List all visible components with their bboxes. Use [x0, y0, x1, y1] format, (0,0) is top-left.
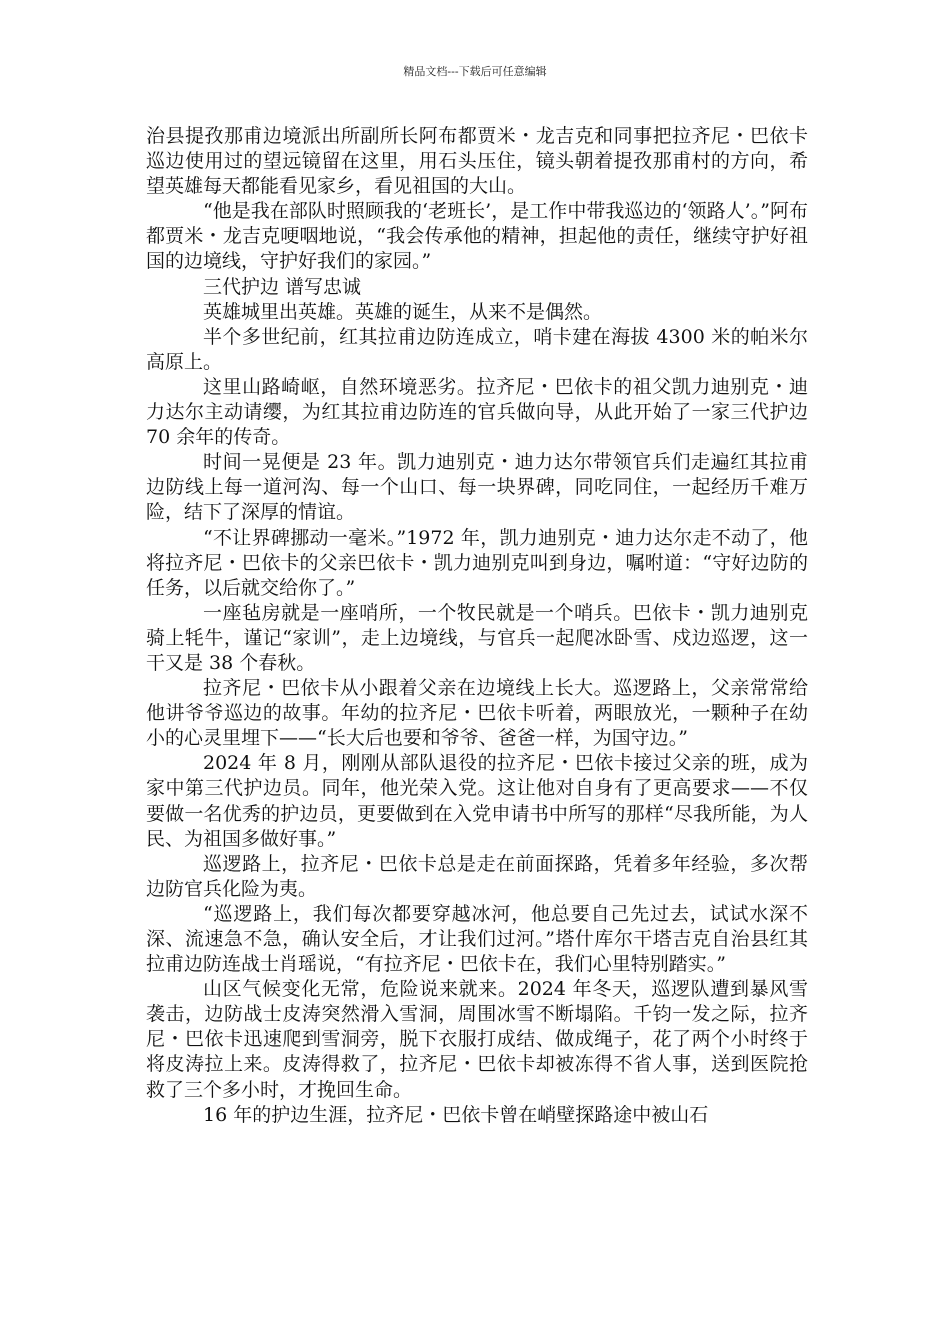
- paragraph: 时间一晃便是 23 年。凯力迪别克・迪力达尔带领官兵们走遍红其拉甫边防线上每一道河沟、每一个山口、每一块界碑，同吃同住，一起经历千难万险，结下了深厚的情谊。: [146, 451, 808, 524]
- paragraph: 拉齐尼・巴依卡从小跟着父亲在边境线上长大。巡逻路上，父亲常常给他讲爷爷巡边的故事。年幼的拉齐尼・巴依卡听着，两眼放光，一颗种子在幼小的心灵里埋下——“长大后也要和爷爷、爸爸一样，为国守边。”: [146, 677, 808, 750]
- paragraph: “他是我在部队时照顾我的‘老班长’，是工作中带我巡边的‘领路人’。”阿布都贾米・龙吉克哽咽地说，“我会传承他的精神，担起他的责任，继续守护好祖国的边境线，守护好我们的家园。”: [146, 200, 808, 273]
- paragraph: “巡逻路上，我们每次都要穿越冰河，他总要自己先过去，试试水深不深、流速急不急，确认安全后，才让我们过河。”塔什库尔干塔吉克自治县红其拉甫边防连战士肖瑶说，“有拉齐尼・巴依卡在，我们心里特别踏实。”: [146, 902, 808, 976]
- paragraph: 2024 年 8 月，刚刚从部队退役的拉齐尼・巴依卡接过父亲的班，成为家中第三代护边员。同年，他光荣入党。这让他对自身有了更高要求——不仅要做一名优秀的护边员，更要做到在入党申请书中所写的那样“尽我所能，为人民、为祖国多做好事。”: [146, 752, 808, 850]
- document-body: [146, 124, 815, 1128]
- paragraph: 半个多世纪前，红其拉甫边防连成立，哨卡建在海拔 4300 米的帕米尔高原上。: [146, 325, 808, 373]
- paragraph: “不让界碑挪动一毫米。”1972 年，凯力迪别克・迪力达尔走不动了，他将拉齐尼・巴依卡的父亲巴依卡・凯力迪别克叫到身边，嘱咐道：“守好边防的任务，以后就交给你了。”: [146, 526, 808, 599]
- paragraph: 山区气候变化无常，危险说来就来。2024 年冬天，巡逻队遭到暴风雪袭击，边防战士皮涛突然滑入雪洞，周围冰雪不断塌陷。千钧一发之际，拉齐尼・巴依卡迅速爬到雪洞旁，脱下衣服打成结、做成绳子，花了两个小时终于将皮涛拉上来。皮涛得救了，拉齐尼・巴依卡却被冻得不省人事，送到医院抢救了三个多小时，才挽回生命。: [146, 978, 808, 1101]
- paragraph: 治县提孜那甫边境派出所副所长阿布都贾米・龙吉克和同事把拉齐尼・巴依卡巡边使用过的望远镜留在这里，用石头压住，镜头朝着提孜那甫村的方向，希望英雄每天都能看见家乡，看见祖国的大山。: [146, 125, 808, 198]
- paragraph: 英雄城里出英雄。英雄的诞生，从来不是偶然。: [203, 300, 603, 323]
- page-header: 精品文档---下载后可任意编辑: [403, 65, 547, 78]
- section-heading: 三代护边 谱写忠诚: [203, 275, 362, 298]
- paragraph: 16 年的护边生涯，拉齐尼・巴依卡曾在峭壁探路途中被山石: [203, 1103, 709, 1126]
- paragraph: 这里山路崎岖，自然环境恶劣。拉齐尼・巴依卡的祖父凯力迪别克・迪力达尔主动请缨，为红其拉甫边防连的官兵做向导，从此开始了一家三代护边 70 余年的传奇。: [146, 375, 815, 449]
- paragraph: 一座毡房就是一座哨所，一个牧民就是一个哨兵。巴依卡・凯力迪别克骑上牦牛，谨记“家训”，走上边境线，与官兵一起爬冰卧雪、戍边巡逻，这一干又是 38 个春秋。: [146, 601, 808, 674]
- paragraph: 巡逻路上，拉齐尼・巴依卡总是走在前面探路，凭着多年经验，多次帮边防官兵化险为夷。: [146, 852, 808, 900]
